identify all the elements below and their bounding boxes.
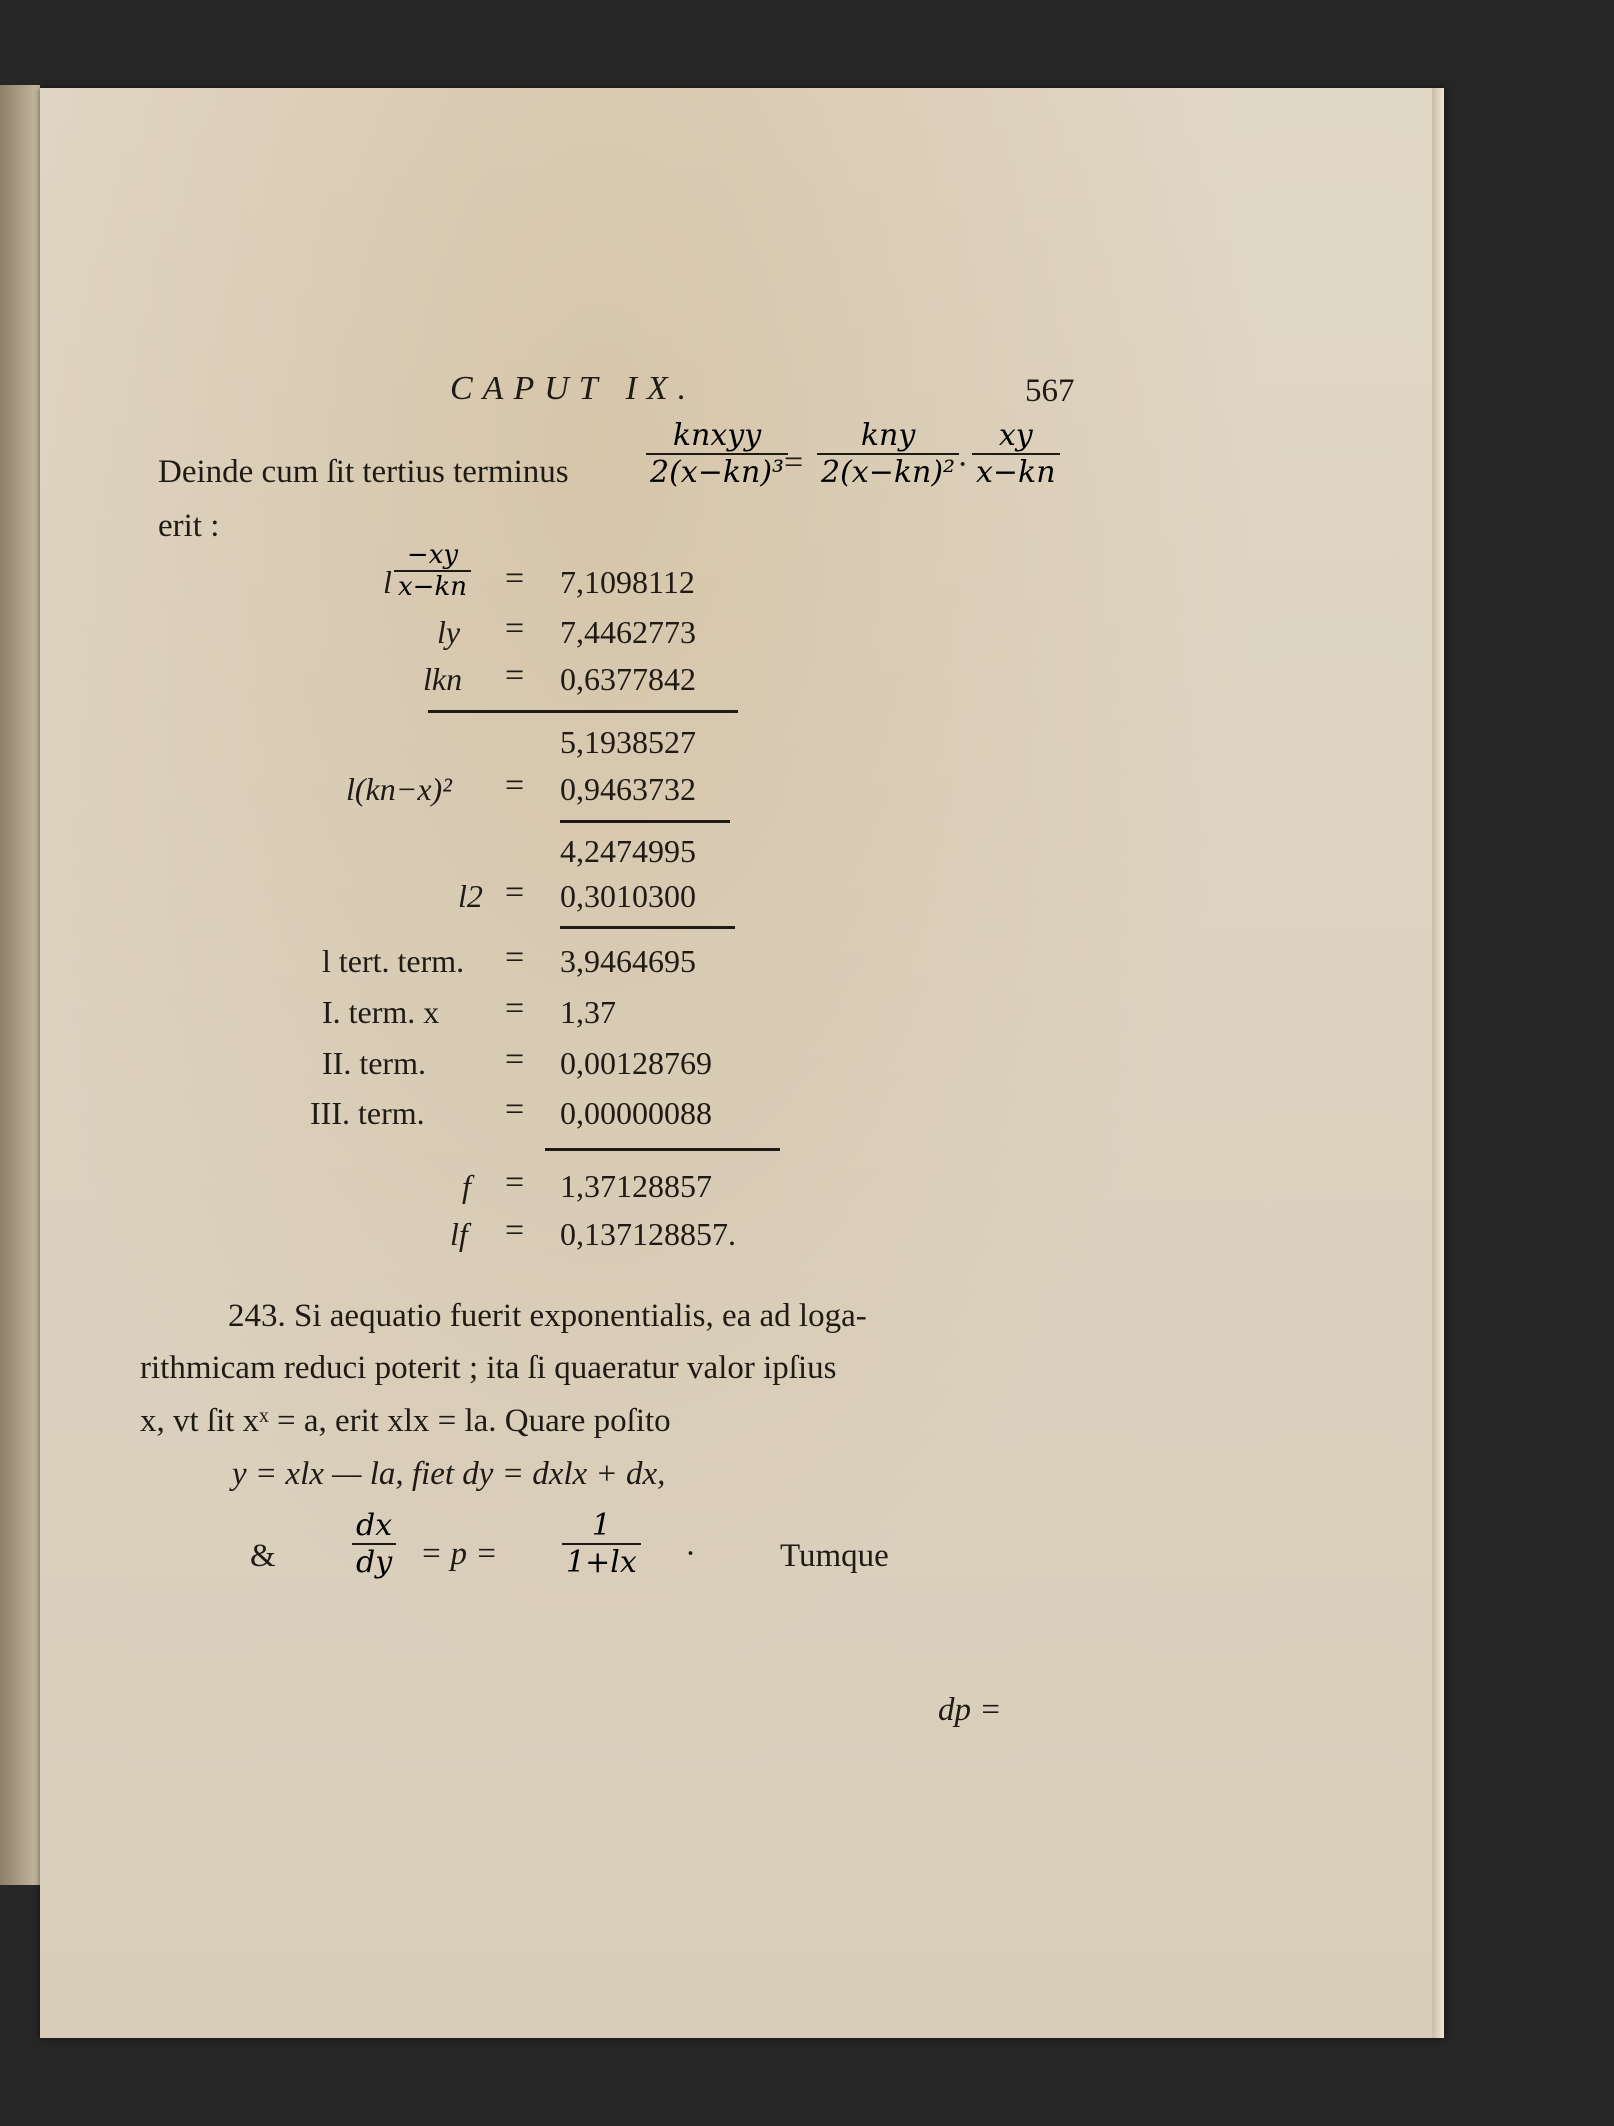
- calc-fraction: [394, 540, 471, 602]
- fraction-1-denominator: 2(x−kn)³: [650, 455, 785, 490]
- calc-fraction-numerator: −xy: [406, 540, 459, 570]
- calc-label: ly: [437, 614, 461, 650]
- fraction-2-numerator: kny: [860, 418, 916, 453]
- calc-sum-value: 5,1938527: [560, 724, 696, 760]
- fraction-1: [646, 418, 788, 490]
- sum-rule: [560, 820, 730, 823]
- running-head-title: CAPUT IX.: [450, 370, 697, 407]
- reciprocal-numerator: 1: [591, 1508, 611, 1543]
- calc-value: 7,1098112: [560, 564, 695, 600]
- page-edge: [1432, 88, 1444, 2038]
- left-page-edge: [0, 85, 40, 1885]
- paragraph-line: x, vt ſit xˣ = a, erit xlx = la. Quare poſito: [140, 1403, 671, 1439]
- ampersand: &: [250, 1538, 276, 1574]
- calc-equals: =: [505, 1041, 525, 1078]
- calc-equals: =: [505, 1212, 525, 1249]
- derivative-numerator: dx: [356, 1508, 393, 1543]
- fraction-3-numerator: xy: [998, 418, 1033, 453]
- tumque-word: Tumque: [780, 1538, 889, 1574]
- intro-text: Deinde cum ſit tertius terminus: [158, 454, 569, 490]
- calc-equals: =: [505, 874, 525, 911]
- sum-rule: [560, 926, 735, 929]
- fraction-1-numerator: knxyy: [672, 418, 762, 453]
- calc-value: 7,4462773: [560, 614, 696, 650]
- calc-value: 0,3010300: [560, 878, 696, 914]
- fraction-2-denominator: 2(x−kn)²: [821, 455, 956, 490]
- calc-label: lf: [450, 1216, 468, 1252]
- calc-label: II. term.: [322, 1045, 426, 1081]
- fraction-3: [972, 418, 1060, 490]
- calc-equals: =: [505, 1091, 525, 1128]
- reciprocal-denominator: 1+lx: [566, 1545, 637, 1580]
- calc-value: 0,00000088: [560, 1095, 712, 1131]
- paragraph-line: y = xlx — la, fiet dy = dxlx + dx,: [232, 1456, 666, 1492]
- sum-rule: [428, 710, 738, 713]
- calc-equals: =: [505, 990, 525, 1027]
- calc-equals: =: [505, 939, 525, 976]
- page-number: 567: [1025, 373, 1075, 409]
- calc-value: 1,37128857: [560, 1168, 712, 1204]
- fraction-2: [817, 418, 959, 490]
- multiply-dot: ·: [957, 446, 969, 483]
- paragraph-line: rithmicam reduci poterit ; ita ſi quaeratur valor ipſius: [140, 1350, 837, 1386]
- calc-equals: =: [505, 767, 525, 804]
- calc-equals: =: [505, 1164, 525, 1201]
- sum-rule: [545, 1148, 780, 1151]
- calc-label: l tert. term.: [322, 943, 465, 979]
- equation-middle: = p =: [420, 1536, 498, 1572]
- calc-label-l: l: [383, 564, 392, 600]
- reciprocal-fraction: [562, 1508, 641, 1580]
- calc-equals: =: [505, 560, 525, 597]
- derivative-denominator: dy: [356, 1545, 393, 1580]
- calc-label: III. term.: [310, 1095, 425, 1131]
- calc-label: l2: [458, 878, 483, 914]
- calc-value: 0,00128769: [560, 1045, 712, 1081]
- calc-label: f: [462, 1168, 471, 1204]
- book-page: [40, 88, 1444, 2038]
- calc-equals: =: [505, 657, 525, 694]
- calc-sum-value: 4,2474995: [560, 833, 696, 869]
- calc-value: 3,9464695: [560, 943, 696, 979]
- erit-label: erit :: [158, 508, 220, 544]
- calc-label: I. term. x: [322, 994, 440, 1030]
- calc-fraction-denominator: x−kn: [398, 572, 467, 602]
- calc-value: 1,37: [560, 994, 616, 1030]
- calc-label: l(kn−x)²: [346, 771, 452, 807]
- derivative-fraction: [352, 1508, 396, 1580]
- equals-sign: =: [784, 444, 804, 481]
- catchword: dp =: [938, 1692, 1002, 1728]
- calc-label: lkn: [423, 661, 463, 697]
- paragraph-line: 243. Si aequatio fuerit exponentialis, ea ad loga-: [228, 1298, 867, 1334]
- period-dot: ·: [685, 1536, 696, 1572]
- fraction-3-denominator: x−kn: [976, 455, 1056, 490]
- calc-value: 0,6377842: [560, 661, 696, 697]
- calc-value: 0,9463732: [560, 771, 696, 807]
- calc-value: 0,137128857.: [560, 1216, 736, 1252]
- calc-equals: =: [505, 610, 525, 647]
